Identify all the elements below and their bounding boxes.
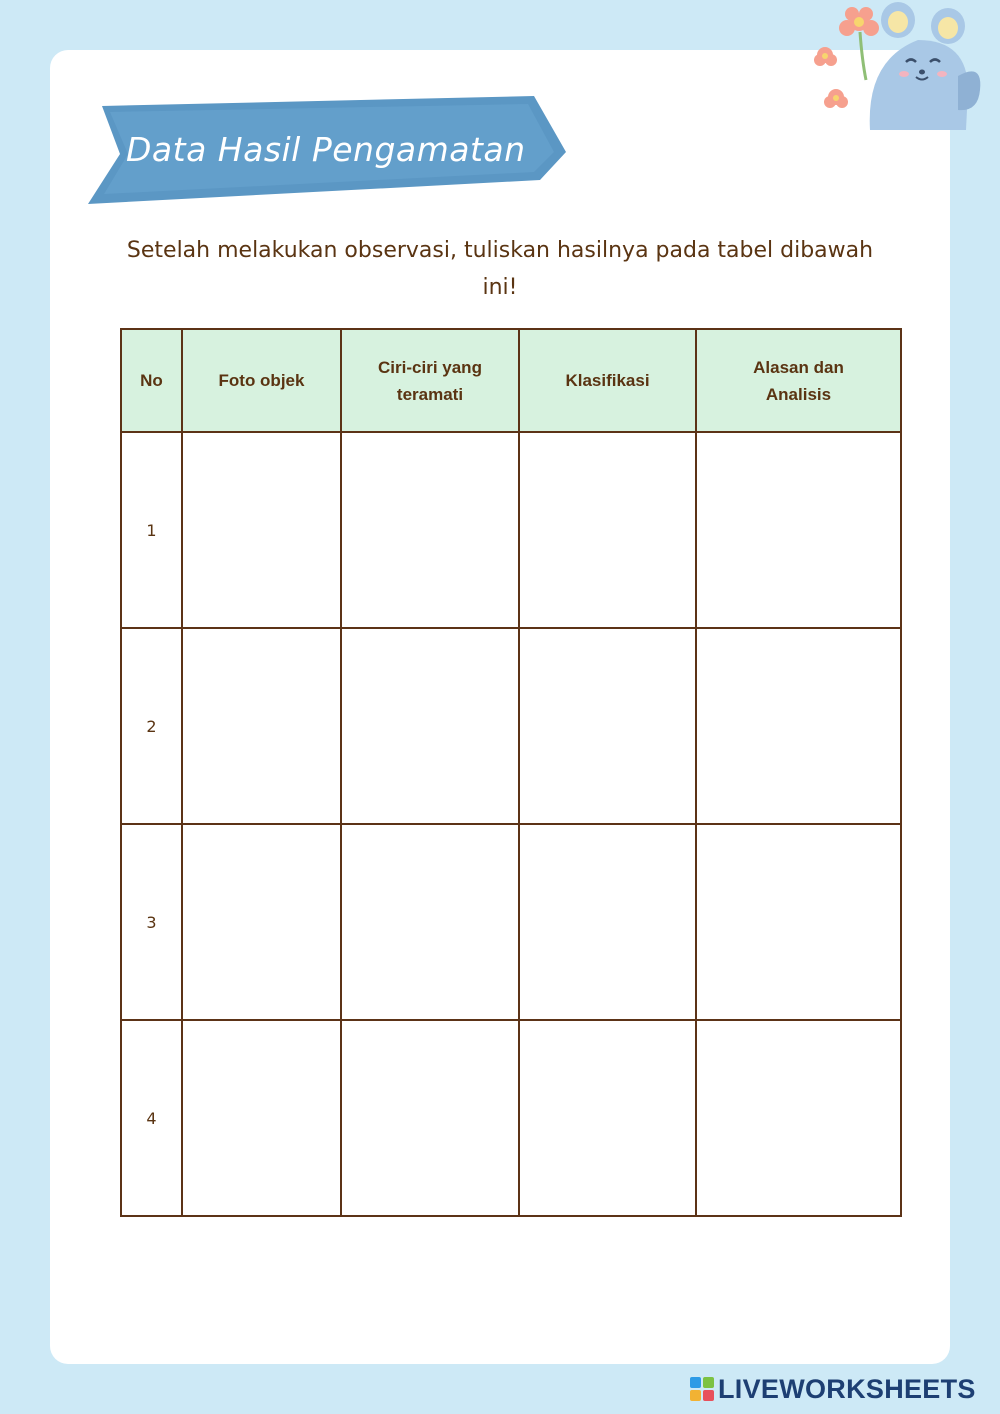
- footer-brand[interactable]: [690, 1372, 976, 1406]
- header-foto-objek: Foto objek: [182, 329, 341, 432]
- instruction-text: Setelah melakukan observasi, tuliskan hasilnya pada tabel dibawah ini!: [126, 238, 874, 300]
- header-alasan-analisis: Alasan dan Analisis: [696, 329, 901, 432]
- header-ciri-ciri: Ciri-ciri yang teramati: [341, 329, 519, 432]
- brand-name: LIVEWORKSHEETS: [718, 1373, 976, 1404]
- table-row: [121, 1020, 901, 1216]
- ciri-cell[interactable]: [341, 432, 519, 628]
- observation-table: [120, 328, 902, 1217]
- title-banner: [88, 96, 568, 206]
- foto-cell[interactable]: [182, 1020, 341, 1216]
- ciri-cell[interactable]: [341, 1020, 519, 1216]
- foto-cell[interactable]: [182, 824, 341, 1020]
- alasan-cell[interactable]: [696, 432, 901, 628]
- table-header-row: [121, 329, 901, 432]
- alasan-cell[interactable]: [696, 824, 901, 1020]
- table-row: [121, 432, 901, 628]
- row-number: 2: [121, 628, 182, 824]
- row-number: 1: [121, 432, 182, 628]
- liveworksheets-logo-icon: [690, 1377, 714, 1401]
- table-row: [121, 628, 901, 824]
- row-number: 4: [121, 1020, 182, 1216]
- foto-cell[interactable]: [182, 628, 341, 824]
- table-row: [121, 824, 901, 1020]
- row-number: 3: [121, 824, 182, 1020]
- alasan-cell[interactable]: [696, 628, 901, 824]
- alasan-cell[interactable]: [696, 1020, 901, 1216]
- page-title: Data Hasil Pengamatan: [126, 130, 526, 169]
- klasifikasi-cell[interactable]: [519, 824, 696, 1020]
- header-no: No: [121, 329, 182, 432]
- ciri-cell[interactable]: [341, 628, 519, 824]
- foto-cell[interactable]: [182, 432, 341, 628]
- klasifikasi-cell[interactable]: [519, 1020, 696, 1216]
- ciri-cell[interactable]: [341, 824, 519, 1020]
- header-klasifikasi: Klasifikasi: [519, 329, 696, 432]
- mouse-with-flowers-icon: [808, 0, 1000, 140]
- klasifikasi-cell[interactable]: [519, 628, 696, 824]
- klasifikasi-cell[interactable]: [519, 432, 696, 628]
